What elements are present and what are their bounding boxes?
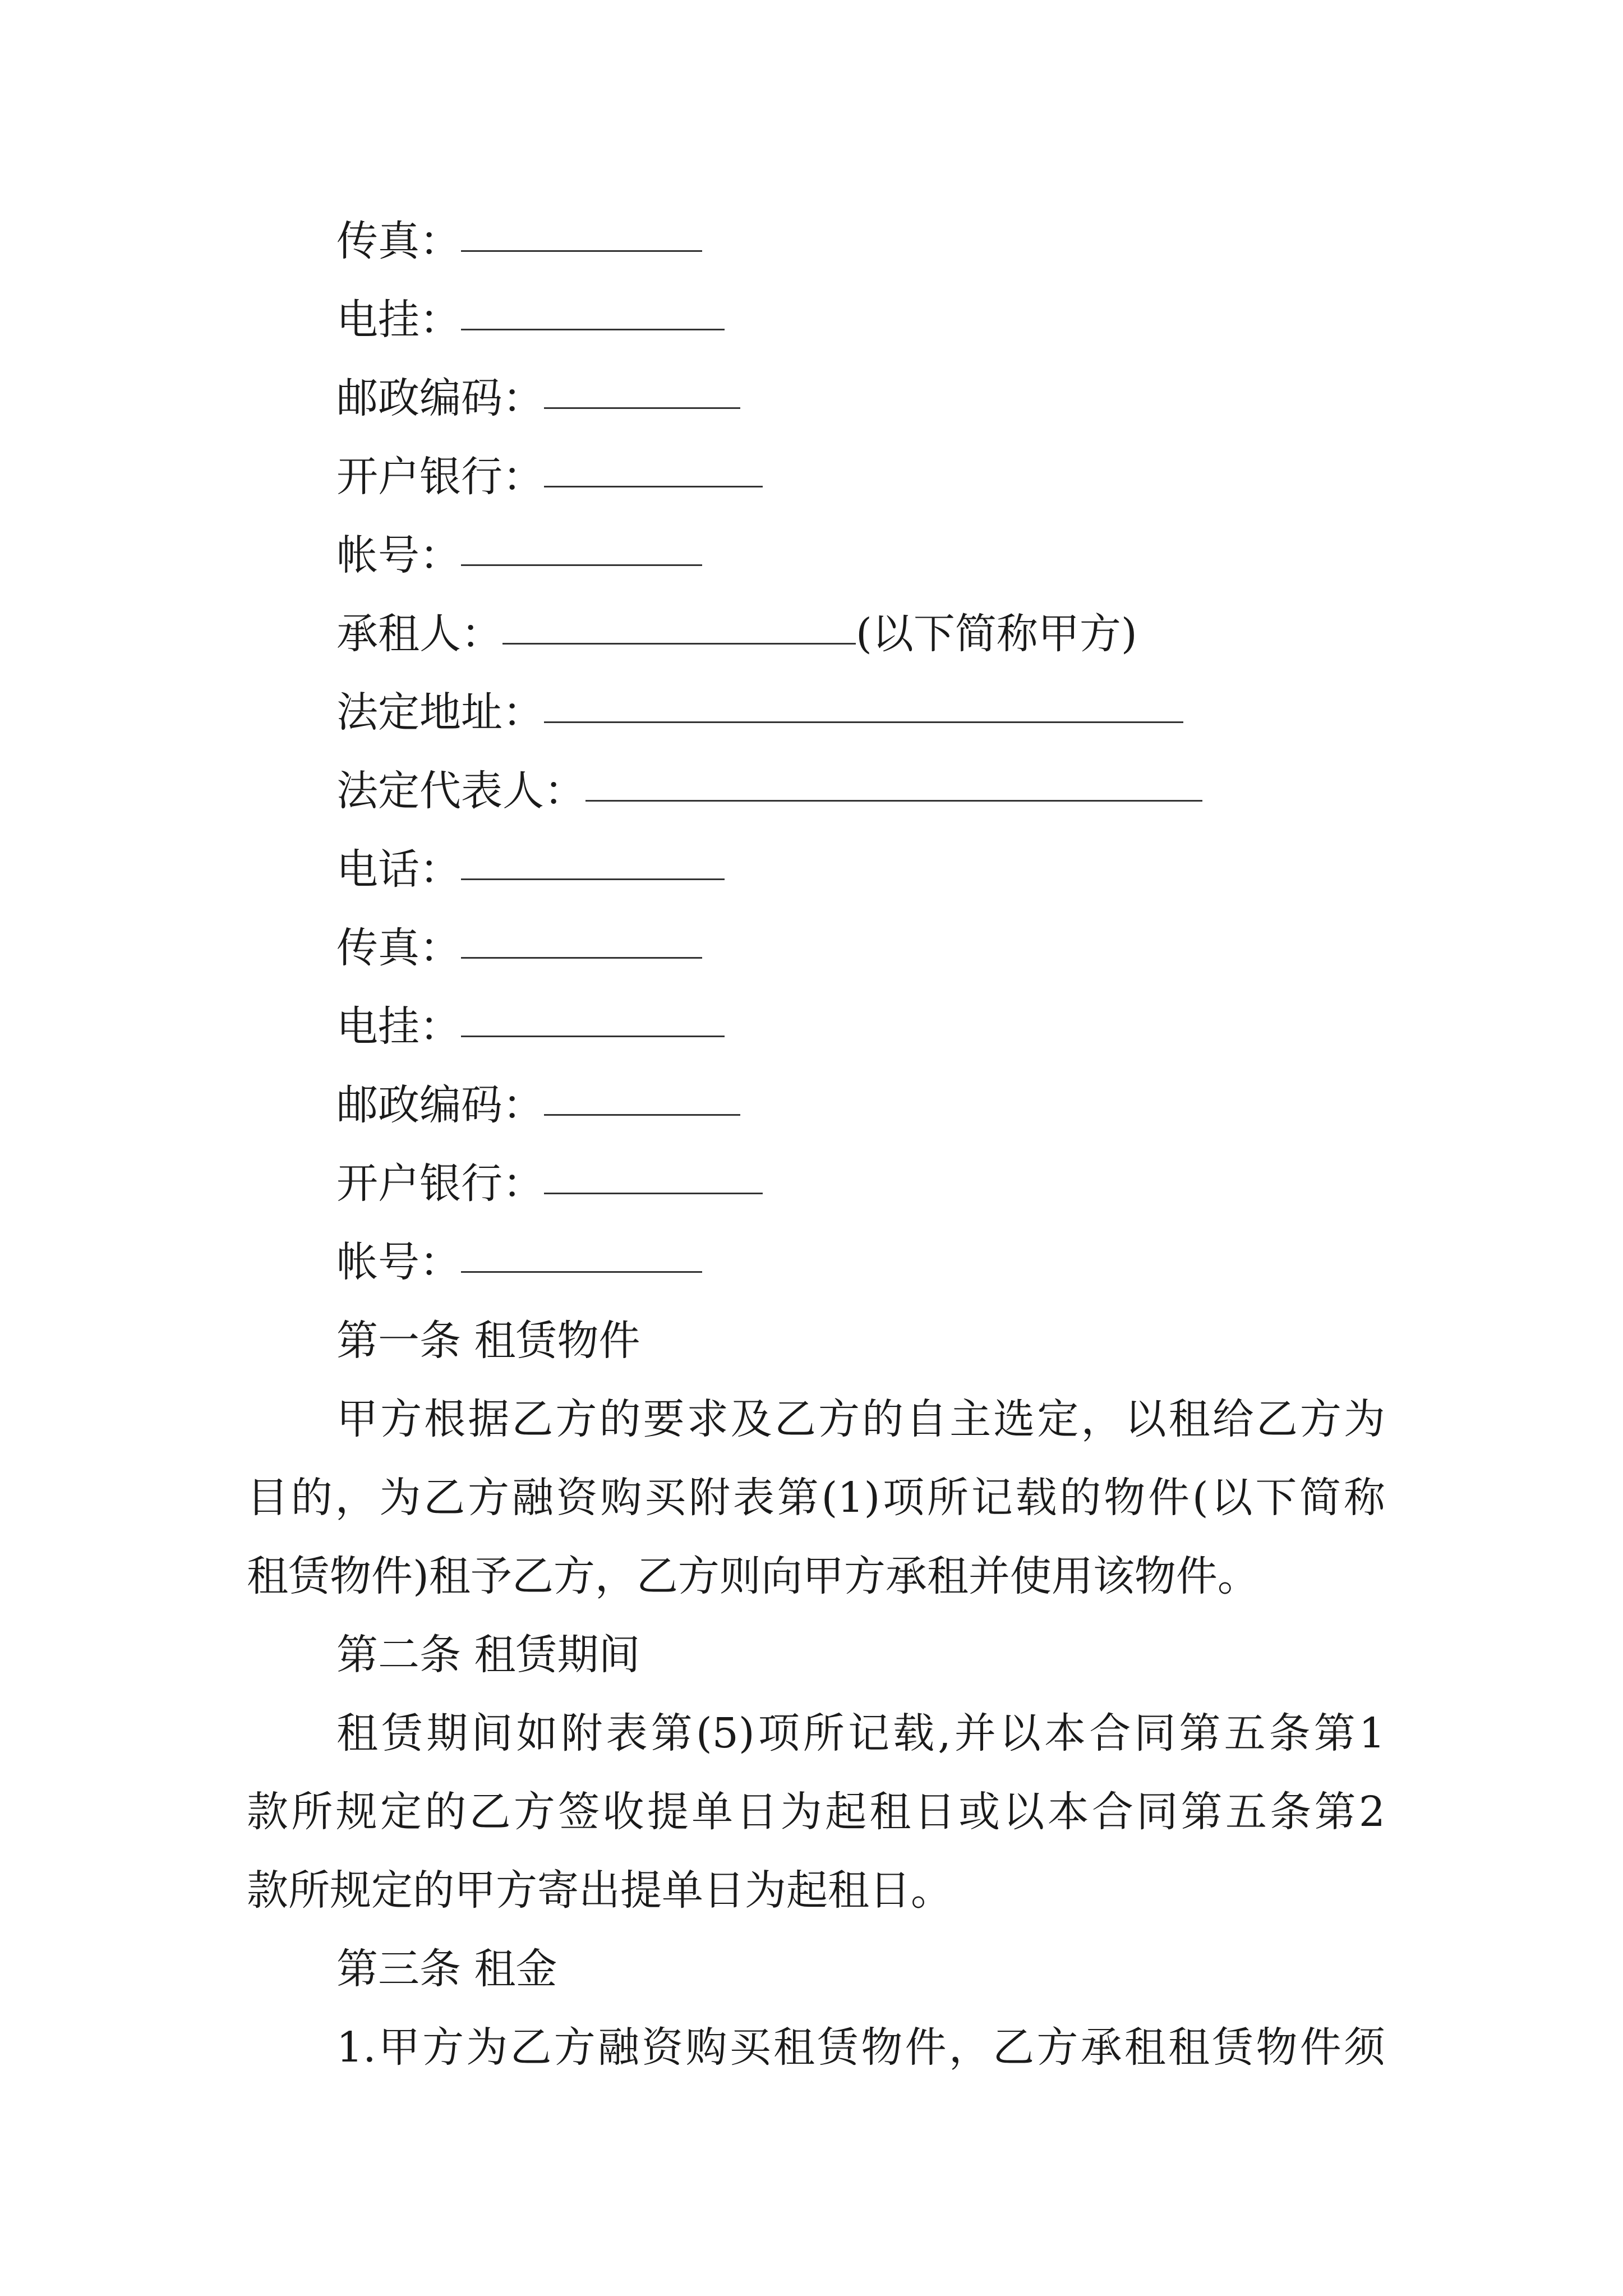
article-2-line-2: 款所规定的乙方签收提单日为起租日或以本合同第五条第2 [247,1788,1385,1836]
lessee-postcode-field [336,1077,740,1133]
fill-in-blank[interactable] [461,841,725,880]
article-1-heading: 第一条 租赁物件 [336,1317,640,1365]
fill-in-blank[interactable] [544,370,740,409]
article-3-line-1: 1.甲方为乙方融资购买租赁物件，乙方承租租赁物件须 [336,2023,1385,2072]
field-label: 电挂： [336,1002,461,1051]
field-label: 帐号： [336,1238,461,1286]
field-label: 邮政编码： [336,374,544,422]
lessor-account-field [336,527,702,583]
lessee-bank-field [336,1156,763,1212]
field-label: 法定地址： [336,688,544,737]
article-2-heading: 第二条 租赁期间 [336,1631,640,1679]
article-1-line-1: 甲方根据乙方的要求及乙方的自主选定，以租给乙方为 [336,1395,1385,1443]
field-label: 开户银行： [336,453,544,501]
lessee-cable-field [336,999,725,1055]
fill-in-blank[interactable] [461,920,702,959]
lessor-postcode-field [336,370,740,426]
fill-in-blank[interactable] [544,1077,740,1116]
article-1-line-3: 租赁物件)租予乙方，乙方则向甲方承租并使用该物件。 [247,1552,1259,1600]
fill-in-blank[interactable] [461,527,702,566]
fill-in-blank[interactable] [461,1234,702,1273]
field-label: 传真： [336,217,461,265]
lessor-cable-field [336,292,725,348]
field-label: 帐号： [336,531,461,579]
field-label: 电话： [336,845,461,894]
lessee-address-field [336,684,1183,740]
fill-in-blank[interactable] [544,449,763,487]
name-suffix: (以下简称甲方) [856,610,1137,658]
fill-in-blank[interactable] [585,763,1202,802]
article-2-line-3: 款所规定的甲方寄出提单日为起租日。 [247,1866,952,1915]
field-label: 法定代表人： [336,767,585,815]
field-label: 电挂： [336,296,461,344]
article-2-line-1: 租赁期间如附表第(5)项所记载,并以本合同第五条第1 [336,1709,1385,1757]
lessee-phone-field [336,841,725,898]
field-label: 邮政编码： [336,1081,544,1129]
lessee-name-field [336,606,1137,662]
fill-in-blank[interactable] [461,999,725,1037]
article-1-line-2: 目的，为乙方融资购买附表第(1)项所记载的物件(以下简称 [247,1474,1385,1522]
fill-in-blank[interactable] [461,213,702,252]
article-3-heading: 第三条 租金 [336,1945,557,1993]
field-label: 开户银行： [336,1159,544,1208]
lessee-fax-field [336,920,702,976]
lessee-rep-field [336,763,1202,819]
fill-in-blank[interactable] [544,1156,763,1194]
fill-in-blank[interactable] [544,684,1183,723]
lessor-bank-field [336,449,763,505]
field-label: 传真： [336,924,461,972]
fill-in-blank[interactable] [461,292,725,330]
field-label: 承租人： [336,610,502,658]
lessor-fax-field [336,213,702,269]
lessee-account-field [336,1234,702,1290]
fill-in-blank[interactable] [502,606,856,645]
